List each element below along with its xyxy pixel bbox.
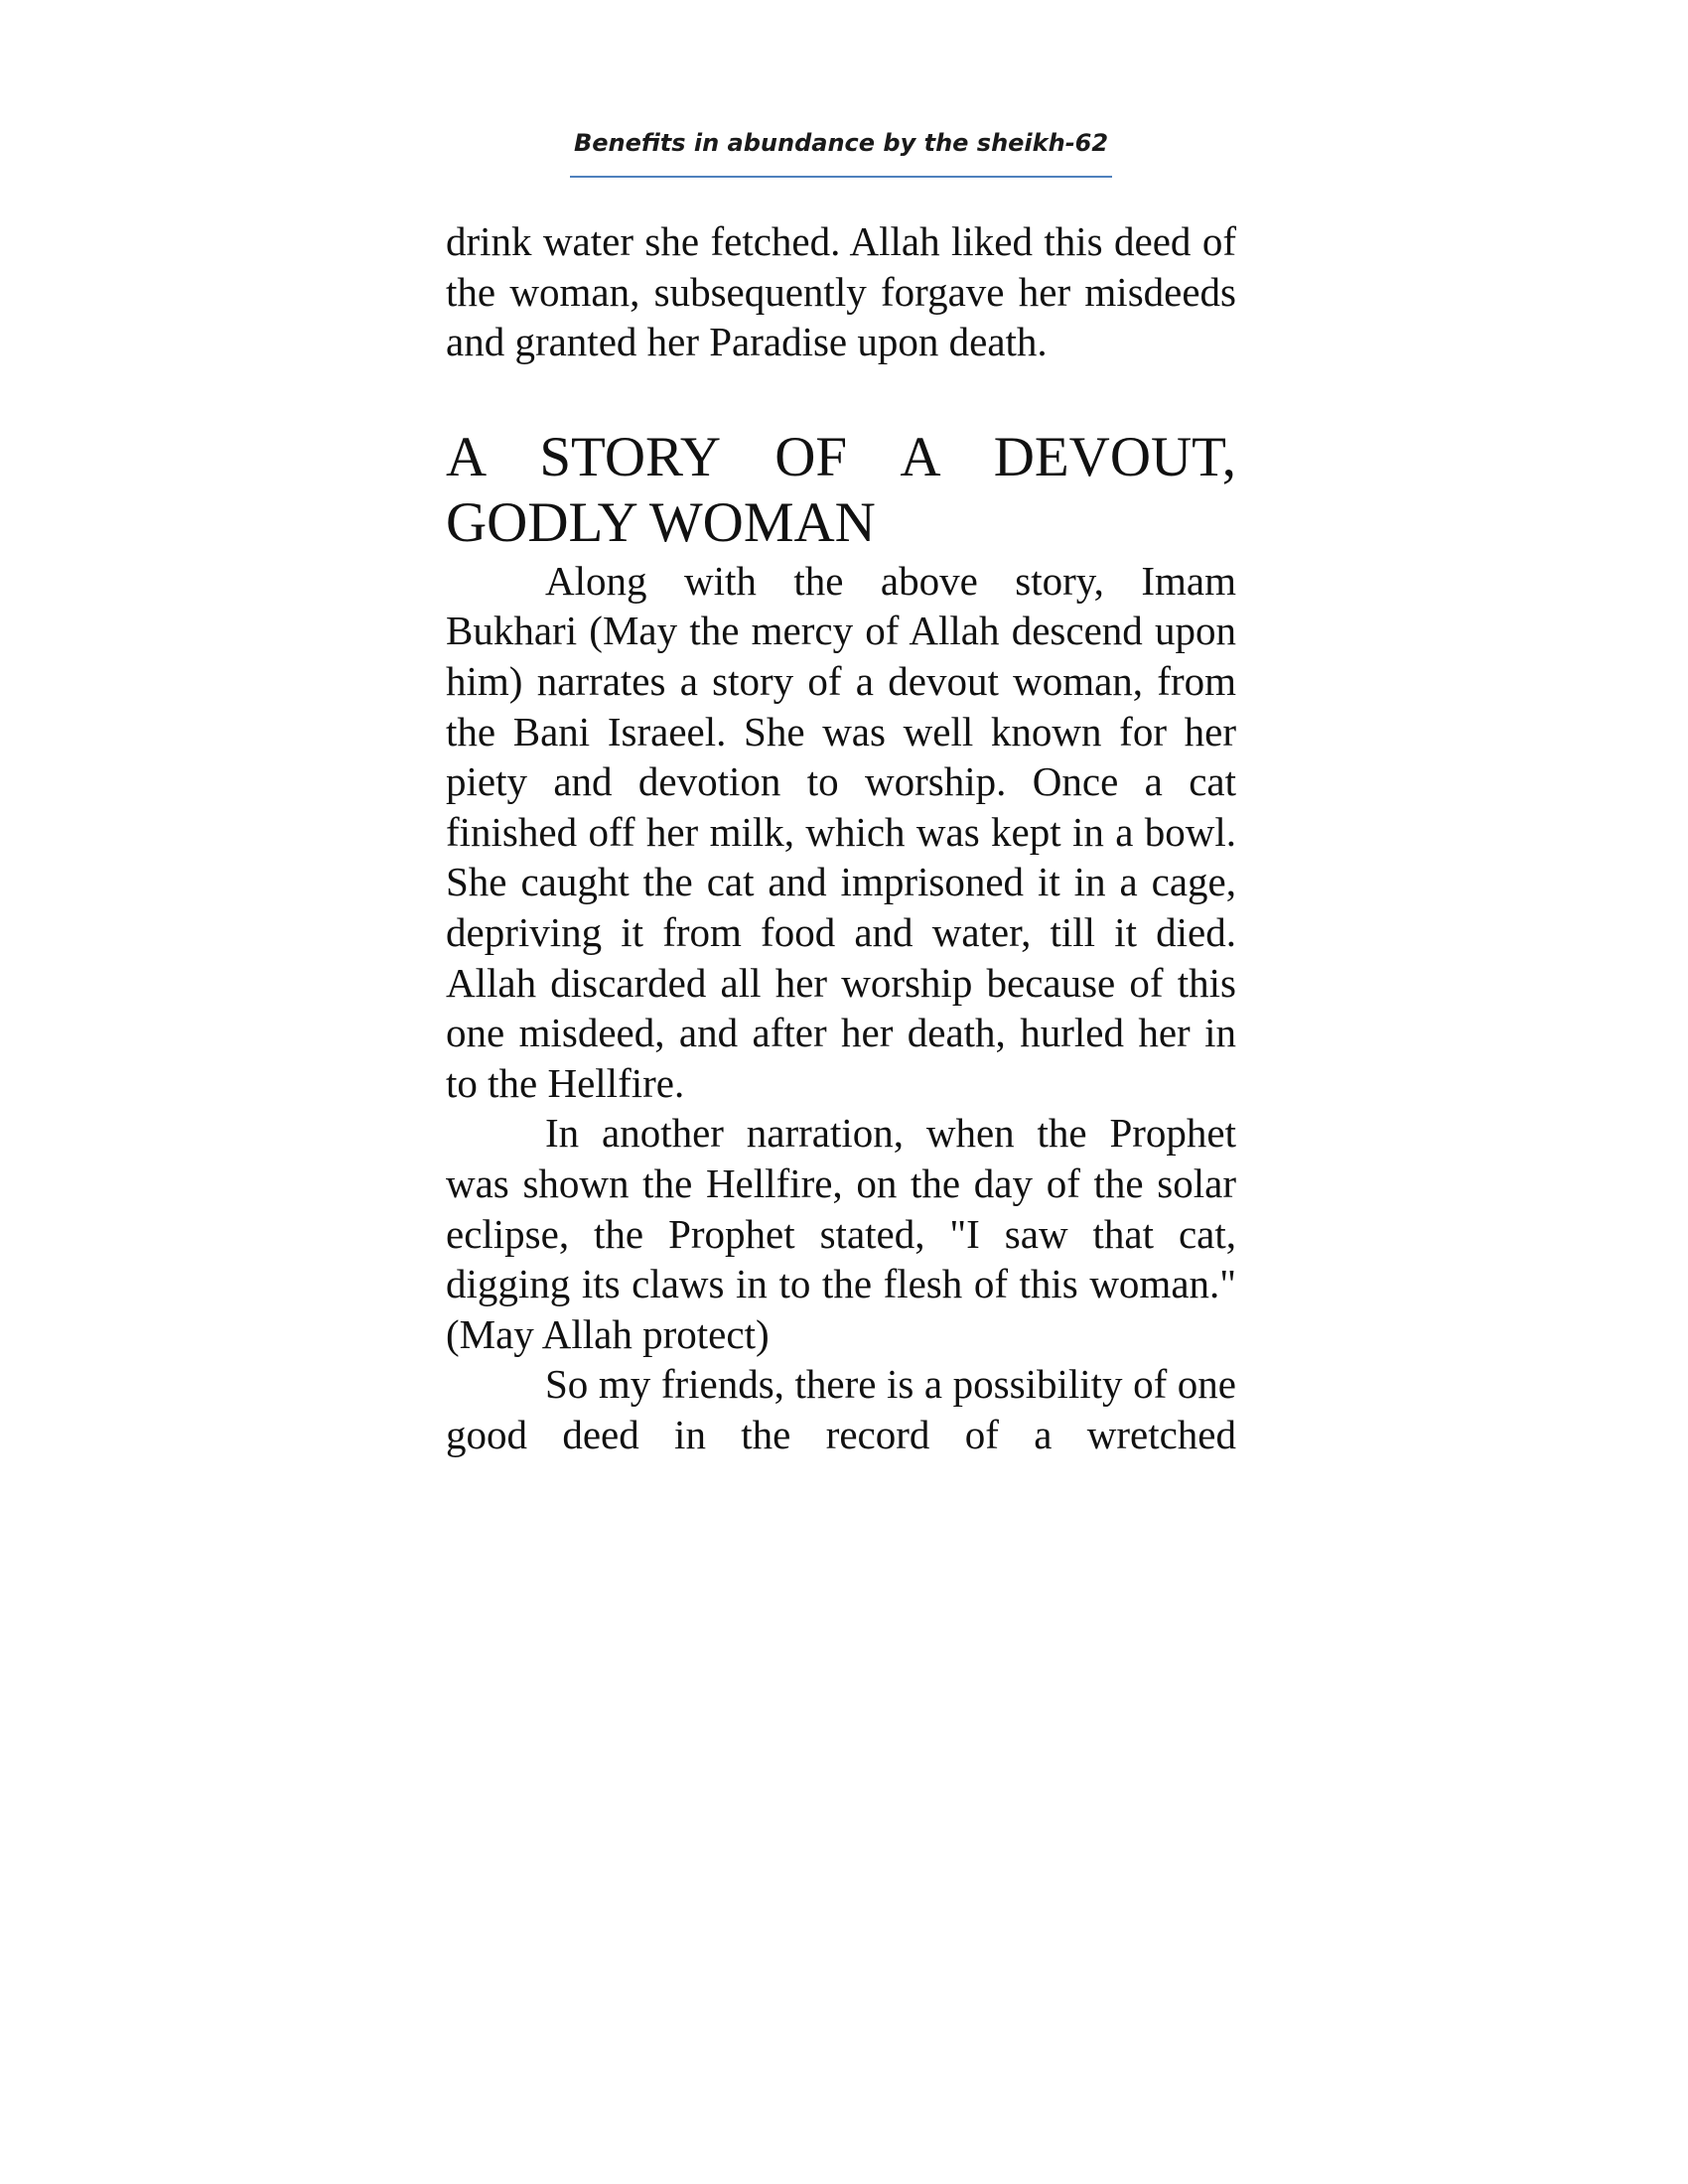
paragraph-continuation: drink water she fetched. Allah liked this deed of the woman, subsequently forgave her misdeeds and granted her Paradise upon death. — [446, 218, 1236, 365]
paragraph-my-friends: So my friends, there is a possibility of one good deed in the record of a wretched — [446, 1361, 1236, 1457]
paragraph-another-narration: In another narration, when the Prophet was shown the Hellfire, on the day of the solar eclipse, the Prophet stated, "I saw that cat, digging its claws in to the flesh of this woman." (May Allah protect) — [446, 1110, 1236, 1357]
header-rule — [570, 176, 1112, 178]
section-heading: A STORY OF A DEVOUT, GODLY WOMAN — [446, 425, 1236, 554]
paragraph-cat-story: Along with the above story, Imam Bukhari (May the mercy of Allah descend upon him) narrates a story of a devout woman, from the Bani Israeel. She was well known for her piety and devotion to worship. Once a cat finished off her milk, which was kept in a bowl. She caught the cat and imprisoned it in a cage, depriving it from food and water, till it died. Allah discarded all her worship because of this one misdeed, and after her death, hurled her in to the Hellfire. — [446, 557, 1236, 1106]
running-header-title: Benefits in abundance by the sheikh-62 — [573, 129, 1109, 157]
body-text — [446, 216, 1236, 1459]
